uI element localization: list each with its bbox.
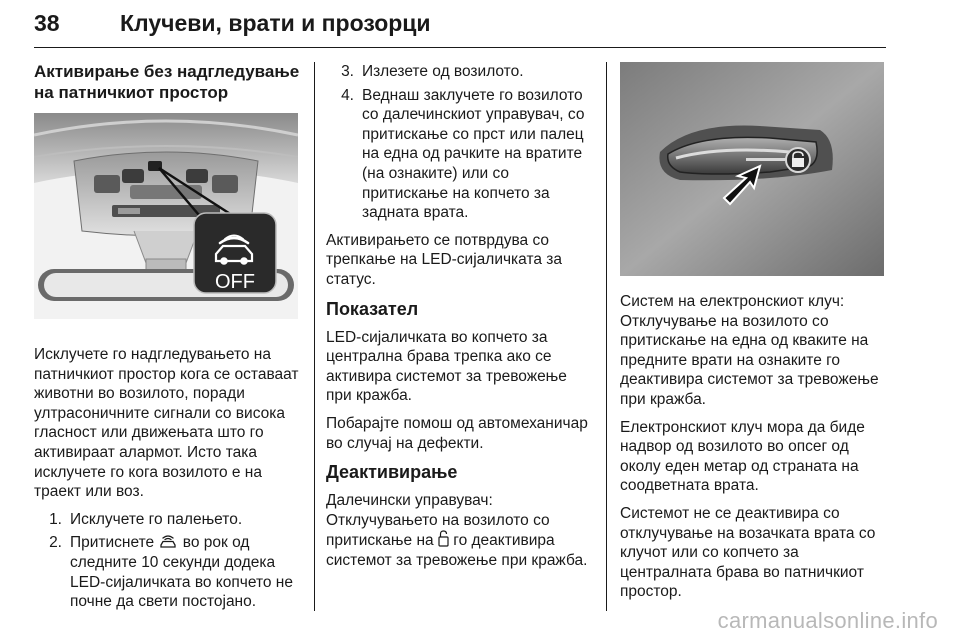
paragraph: Активирањето се потврдува со трепкање на LED-сијаличката за статус. (326, 231, 563, 288)
header-rule (34, 47, 886, 48)
off-label: OFF (215, 271, 255, 293)
watermark: carmanualsonline.info (717, 608, 938, 633)
column-3 (620, 62, 886, 610)
list-item: 4. Веднаш заклучете го возилото со далечинскиот управувач, со притискање со прст или палец на една од рачките на вратите (на ознаките) или со притискање на копчето за задната врата. (341, 86, 585, 222)
column-1 (34, 62, 300, 612)
section-heading: Деактивирање (326, 462, 458, 483)
column-2 (326, 62, 592, 578)
page-header (34, 6, 886, 48)
car-sensor-icon (158, 534, 178, 549)
paragraph: Исклучете го надгледувањето на патничкиот простор кога се оставаат животни во возилото, поради ултрасоничните сигнали со висока гласност или движењата што го активираат алармот. Исто така исклучете го кога возилото е на траект или воз. (34, 346, 299, 501)
list-item: 1. Исклучете го палењето. (49, 510, 243, 528)
column-divider (606, 62, 607, 611)
list-item: 3. Излезете од возилото. (341, 63, 524, 80)
paragraph: Електронскиот клуч мора да биде надвор од возилото во опсег од околу еден метар од страната на соодветната врата. (620, 418, 865, 495)
section-heading: Активирање без надгледување на патничкиот простор (34, 62, 300, 102)
page-number: 38 (34, 10, 60, 36)
overhead-console-figure (34, 113, 298, 319)
unlock-icon (438, 530, 449, 547)
door-handle-figure (620, 62, 884, 276)
paragraph: LED-сијаличката во копчето за централна брава трепка ако се активира системот за тревожење при кражба. (326, 328, 567, 405)
paragraph: Далечински управувач: (326, 492, 493, 510)
column-divider (314, 62, 315, 611)
page-title: Клучеви, врати и прозорци (120, 10, 431, 36)
paragraph: Системот не се деактивира со отклучување на возачката врата со клучот или со копчето за централната брава во патничкиот простор. (620, 504, 876, 601)
list-item: 2. Притиснете во рок од следните 10 секунди додека LED-сијаличката во копчето не почне да свети постојано. (49, 534, 293, 611)
paragraph: Систем на електронскиот клуч: Отклучување на возилото со притискање на една од кваките на предните врати на ознаките го деактивира системот за тревожење при кражба. (620, 293, 879, 408)
paragraph: Отклучувањето на возилото со притискање на го деактивира системот за тревожење при кражба. (326, 511, 588, 569)
section-heading: Показател (326, 298, 419, 319)
paragraph: Побарајте помош од автомеханичар во случај на дефекти. (326, 414, 588, 452)
